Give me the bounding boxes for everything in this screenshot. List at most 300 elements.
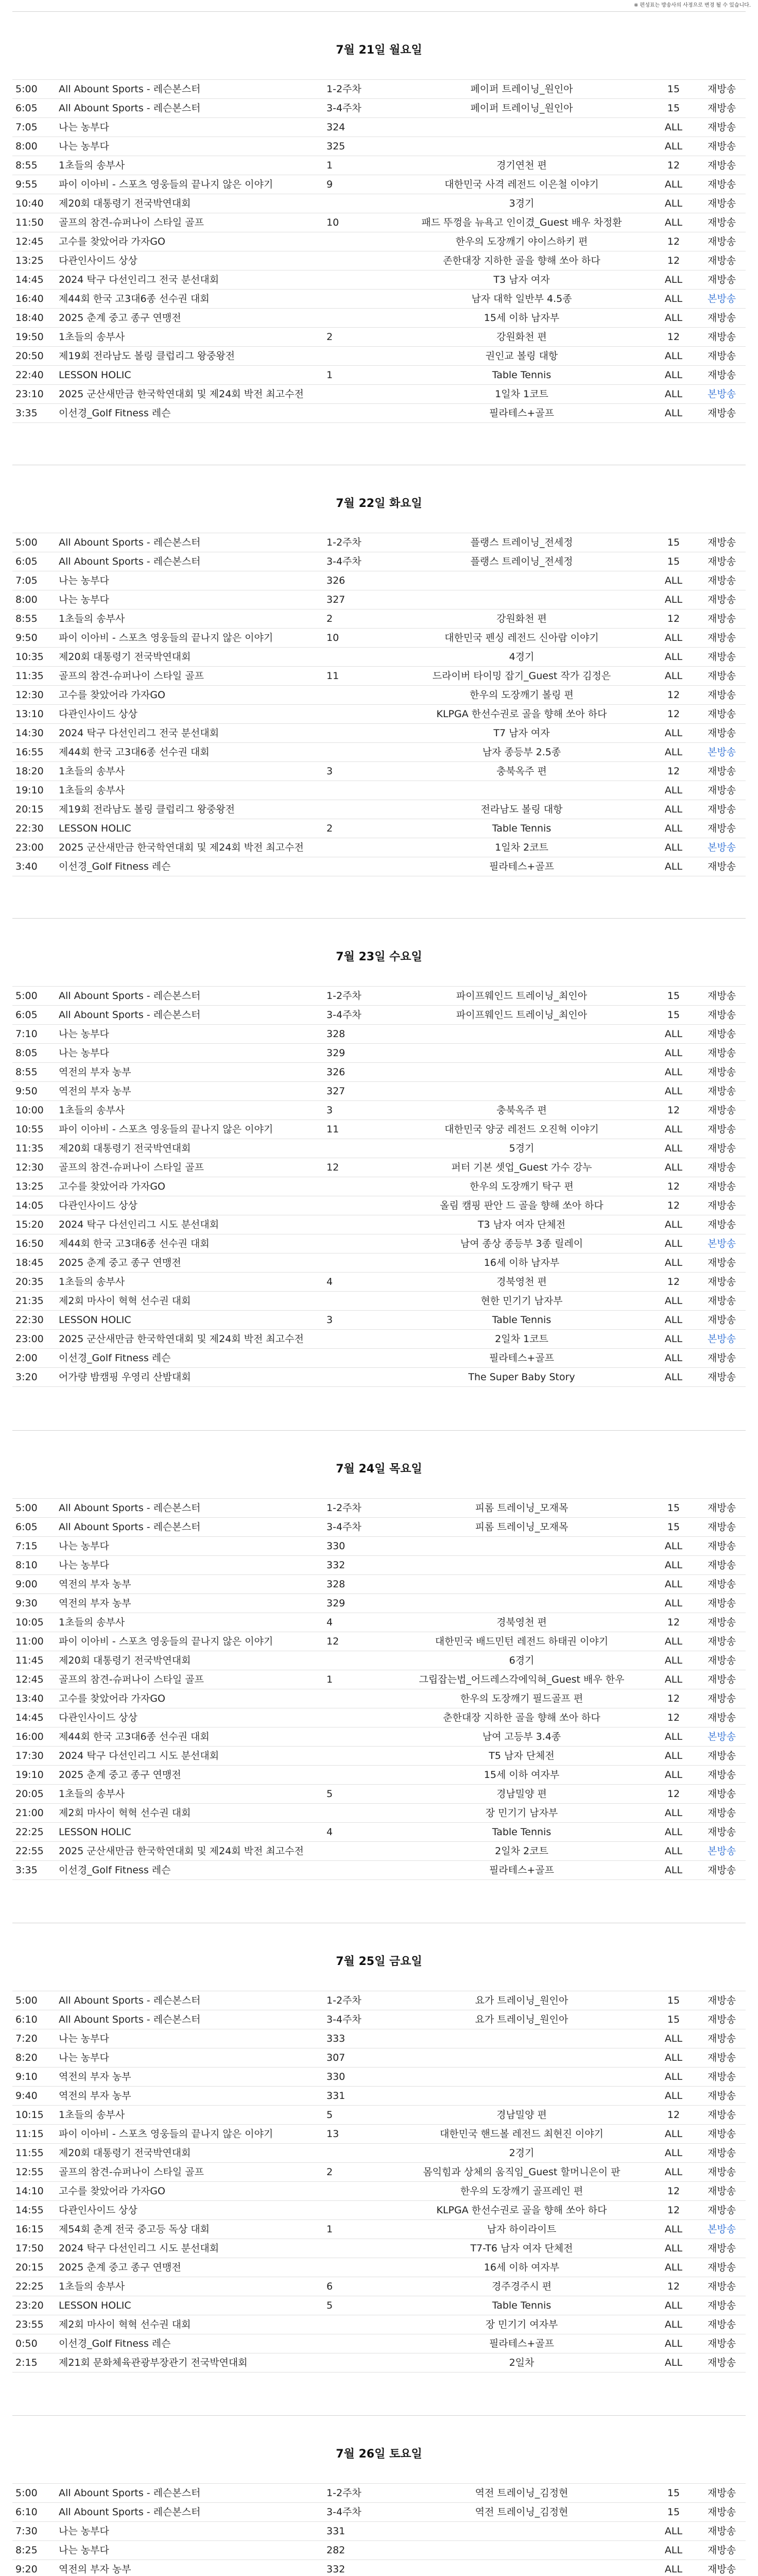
episode: 2 <box>323 609 401 629</box>
schedule-row <box>12 762 746 781</box>
air-time: 8:55 <box>12 156 56 175</box>
episode <box>323 1804 401 1823</box>
schedule-row <box>12 1311 746 1330</box>
broadcast-type: 재방송 <box>704 667 746 686</box>
program-title: 나는 농부다 <box>56 1556 323 1575</box>
subtitle: T3 남자 여자 <box>401 270 643 290</box>
age-rating: 12 <box>643 1196 704 1215</box>
broadcast-type: 재방송 <box>704 2560 746 2576</box>
air-time: 6:10 <box>12 2503 56 2522</box>
air-time: 11:35 <box>12 1139 56 1158</box>
age-rating: ALL <box>643 1063 704 1082</box>
episode: 1-2주차 <box>323 533 401 552</box>
program-title: 제44회 한국 고3대6종 선수권 대회 <box>56 743 323 762</box>
episode: 327 <box>323 590 401 609</box>
subtitle <box>401 2087 643 2106</box>
episode: 282 <box>323 2541 401 2560</box>
episode: 2 <box>323 328 401 347</box>
program-title: 1초들의 송부사 <box>56 1273 323 1292</box>
episode <box>323 385 401 404</box>
subtitle: 올림 캠핑 판안 드 골을 향해 쏘아 하다 <box>401 1196 643 1215</box>
broadcast-type: 재방송 <box>704 2125 746 2144</box>
age-rating: ALL <box>643 1537 704 1556</box>
air-time: 6:10 <box>12 2010 56 2029</box>
program-title: LESSON HOLIC <box>56 1311 323 1330</box>
subtitle <box>401 2067 643 2087</box>
program-title: 1초들의 송부사 <box>56 2277 323 2296</box>
episode: 330 <box>323 1537 401 1556</box>
subtitle: 16세 이하 여자부 <box>401 2258 643 2277</box>
program-title: 2025 군산새만금 한국학연대회 및 제24회 박전 최고수전 <box>56 1842 323 1861</box>
broadcast-type: 재방송 <box>704 1575 746 1594</box>
program-title: 어가량 밤캠핑 우영리 산밤대회 <box>56 1368 323 1387</box>
schedule-row <box>12 1842 746 1861</box>
schedule-row <box>12 2182 746 2201</box>
age-rating: 12 <box>643 705 704 724</box>
age-rating: 12 <box>643 1101 704 1120</box>
episode: 10 <box>323 213 401 232</box>
age-rating: ALL <box>643 1823 704 1842</box>
schedule-row <box>12 1139 746 1158</box>
subtitle: 남여 종상 종등부 3종 릴레이 <box>401 1234 643 1253</box>
air-time: 19:10 <box>12 1766 56 1785</box>
air-time: 10:40 <box>12 194 56 213</box>
episode: 1-2주차 <box>323 80 401 99</box>
subtitle: 15세 이하 여자부 <box>401 1766 643 1785</box>
subtitle: 한우의 도장깨기 탁구 편 <box>401 1177 643 1196</box>
air-time: 12:30 <box>12 686 56 705</box>
air-time: 7:30 <box>12 2522 56 2541</box>
age-rating: ALL <box>643 270 704 290</box>
program-title: 다관인사이드 상상 <box>56 705 323 724</box>
broadcast-type: 재방송 <box>704 800 746 819</box>
air-time: 14:10 <box>12 2182 56 2201</box>
age-rating: ALL <box>643 1766 704 1785</box>
air-time: 7:10 <box>12 1025 56 1044</box>
broadcast-type: 재방송 <box>704 1613 746 1632</box>
age-rating: ALL <box>643 404 704 423</box>
age-rating: ALL <box>643 1082 704 1101</box>
broadcast-type: 재방송 <box>704 1594 746 1613</box>
program-title: 다관인사이드 상상 <box>56 1196 323 1215</box>
program-title: 역전의 부자 농부 <box>56 1594 323 1613</box>
age-rating: ALL <box>643 629 704 648</box>
subtitle: T5 남자 단체전 <box>401 1747 643 1766</box>
air-time: 22:25 <box>12 1823 56 1842</box>
program-title: 2025 춘계 중고 종구 연맹전 <box>56 309 323 328</box>
schedule-table <box>12 1498 746 1880</box>
broadcast-type: 재방송 <box>704 270 746 290</box>
subtitle: 파이프웨인드 트레이닝_최인아 <box>401 987 643 1006</box>
subtitle: 경주경주시 편 <box>401 2277 643 2296</box>
age-rating: ALL <box>643 2353 704 2372</box>
program-title: 다관인사이드 상상 <box>56 251 323 270</box>
schedule-row <box>12 1120 746 1139</box>
schedule-table <box>12 2483 746 2576</box>
subtitle: 대한민국 양궁 레전드 오진혁 이야기 <box>401 1120 643 1139</box>
episode: 331 <box>323 2087 401 2106</box>
air-time: 14:30 <box>12 724 56 743</box>
schedule-row <box>12 404 746 423</box>
schedule-row <box>12 1689 746 1708</box>
broadcast-type: 재방송 <box>704 1499 746 1518</box>
age-rating: ALL <box>643 309 704 328</box>
schedule-row <box>12 1082 746 1101</box>
schedule-row <box>12 2029 746 2048</box>
subtitle: 대한민국 핸드볼 레전드 최현진 이야기 <box>401 2125 643 2144</box>
air-time: 16:50 <box>12 1234 56 1253</box>
program-title: 2024 탁구 다선인리그 전국 분선대회 <box>56 724 323 743</box>
episode: 307 <box>323 2048 401 2067</box>
subtitle <box>401 1575 643 1594</box>
air-time: 11:55 <box>12 2144 56 2163</box>
episode: 327 <box>323 1082 401 1101</box>
program-title: 이선경_Golf Fitness 레슨 <box>56 857 323 876</box>
subtitle: 강원화천 편 <box>401 609 643 629</box>
program-title: 이선경_Golf Fitness 레슨 <box>56 1861 323 1880</box>
air-time: 20:35 <box>12 1273 56 1292</box>
air-time: 22:40 <box>12 366 56 385</box>
subtitle <box>401 781 643 800</box>
schedule-row <box>12 838 746 857</box>
age-rating: ALL <box>643 1311 704 1330</box>
schedule-row <box>12 2010 746 2029</box>
age-rating: ALL <box>643 194 704 213</box>
age-rating: ALL <box>643 2087 704 2106</box>
broadcast-type: 재방송 <box>704 2484 746 2503</box>
day-section <box>12 918 746 1428</box>
air-time: 10:35 <box>12 648 56 667</box>
program-title: 다관인사이드 상상 <box>56 1708 323 1727</box>
episode: 1 <box>323 1670 401 1689</box>
program-title: 제19회 전라남도 볼링 클럽리그 왕중왕전 <box>56 800 323 819</box>
schedule-row <box>12 175 746 194</box>
schedule-row <box>12 1499 746 1518</box>
episode <box>323 404 401 423</box>
episode: 331 <box>323 2522 401 2541</box>
subtitle: 강원화천 편 <box>401 328 643 347</box>
episode: 12 <box>323 1158 401 1177</box>
age-rating: ALL <box>643 724 704 743</box>
broadcast-type: 재방송 <box>704 213 746 232</box>
program-title: 골프의 참견-슈퍼나이 스타일 골프 <box>56 2163 323 2182</box>
air-time: 16:40 <box>12 290 56 309</box>
age-rating: ALL <box>643 2315 704 2334</box>
subtitle: 역전 트레이닝_김정현 <box>401 2484 643 2503</box>
age-rating: 15 <box>643 80 704 99</box>
subtitle: KLPGA 한선수권로 골을 향해 쏘아 하다 <box>401 705 643 724</box>
air-time: 20:05 <box>12 1785 56 1804</box>
age-rating: ALL <box>643 347 704 366</box>
episode: 332 <box>323 1556 401 1575</box>
subtitle: 15세 이하 남자부 <box>401 309 643 328</box>
episode: 3-4주차 <box>323 2010 401 2029</box>
schedule-row <box>12 194 746 213</box>
broadcast-type: 재방송 <box>704 366 746 385</box>
age-rating: 15 <box>643 552 704 571</box>
age-rating: ALL <box>643 2163 704 2182</box>
subtitle: 2경기 <box>401 2144 643 2163</box>
program-title: LESSON HOLIC <box>56 366 323 385</box>
episode: 3-4주차 <box>323 1006 401 1025</box>
episode: 328 <box>323 1025 401 1044</box>
broadcast-type: 재방송 <box>704 819 746 838</box>
age-rating: 15 <box>643 2010 704 2029</box>
program-title: 나는 농부다 <box>56 2522 323 2541</box>
subtitle: 남자 대학 일반부 4.5종 <box>401 290 643 309</box>
age-rating: ALL <box>643 1139 704 1158</box>
air-time: 19:50 <box>12 328 56 347</box>
subtitle: 피롬 트레이닝_모재목 <box>401 1518 643 1537</box>
section-divider <box>12 1430 746 1431</box>
episode <box>323 1330 401 1349</box>
program-title: 제20회 대통령기 전국박연대회 <box>56 194 323 213</box>
age-rating: ALL <box>643 838 704 857</box>
schedule-row <box>12 648 746 667</box>
program-title: 이선경_Golf Fitness 레슨 <box>56 2334 323 2353</box>
schedule-row <box>12 1253 746 1273</box>
air-time: 20:15 <box>12 800 56 819</box>
program-title: LESSON HOLIC <box>56 1823 323 1842</box>
program-title: 파이 이아비 - 스포츠 영웅들의 끝나지 않은 이야기 <box>56 2125 323 2144</box>
episode <box>323 1727 401 1747</box>
air-time: 22:30 <box>12 1311 56 1330</box>
age-rating: ALL <box>643 2048 704 2067</box>
episode <box>323 2258 401 2277</box>
age-rating: ALL <box>643 1368 704 1387</box>
broadcast-type: 재방송 <box>704 705 746 724</box>
program-title: 2024 탁구 다선인리그 시도 분선대회 <box>56 1747 323 1766</box>
age-rating: ALL <box>643 1861 704 1880</box>
age-rating: ALL <box>643 2067 704 2087</box>
program-title: 제20회 대통령기 전국박연대회 <box>56 2144 323 2163</box>
air-time: 9:20 <box>12 2560 56 2576</box>
program-title: All Abount Sports - 레슨본스터 <box>56 533 323 552</box>
schedule-row <box>12 347 746 366</box>
episode <box>323 1766 401 1785</box>
schedule-row <box>12 2560 746 2576</box>
age-rating: ALL <box>643 2541 704 2560</box>
subtitle: 존한대장 지하한 골을 향해 쏘아 하다 <box>401 251 643 270</box>
episode: 11 <box>323 667 401 686</box>
subtitle <box>401 1594 643 1613</box>
program-title: LESSON HOLIC <box>56 819 323 838</box>
program-title: 제20회 대통령기 전국박연대회 <box>56 1139 323 1158</box>
schedule-table <box>12 1991 746 2372</box>
episode <box>323 648 401 667</box>
age-rating: 12 <box>643 2201 704 2220</box>
program-title: 1초들의 송부사 <box>56 1785 323 1804</box>
broadcast-type: 본방송 <box>704 385 746 404</box>
broadcast-type: 재방송 <box>704 2277 746 2296</box>
subtitle: 페이퍼 트레이닝_원인아 <box>401 80 643 99</box>
age-rating: 12 <box>643 1785 704 1804</box>
schedule-row <box>12 857 746 876</box>
air-time: 7:05 <box>12 571 56 590</box>
age-rating: 15 <box>643 1991 704 2010</box>
broadcast-type: 본방송 <box>704 1727 746 1747</box>
program-title: 제21회 문화체육관광부장관기 전국박연대회 <box>56 2353 323 2372</box>
program-title: 2024 탁구 다선인리그 전국 분선대회 <box>56 270 323 290</box>
subtitle: 필라테스+골프 <box>401 404 643 423</box>
episode <box>323 290 401 309</box>
program-title: 2025 군산새만금 한국학연대회 및 제24회 박전 최고수전 <box>56 385 323 404</box>
broadcast-type: 재방송 <box>704 1823 746 1842</box>
air-time: 9:50 <box>12 1082 56 1101</box>
air-time: 12:30 <box>12 1158 56 1177</box>
air-time: 2:00 <box>12 1349 56 1368</box>
subtitle: 충북옥주 편 <box>401 1101 643 1120</box>
age-rating: ALL <box>643 213 704 232</box>
air-time: 19:10 <box>12 781 56 800</box>
program-title: All Abount Sports - 레슨본스터 <box>56 2010 323 2029</box>
schedule-row <box>12 1708 746 1727</box>
broadcast-type: 재방송 <box>704 80 746 99</box>
schedule-row <box>12 2163 746 2182</box>
subtitle: 드라이버 타이밍 잡기_Guest 작가 김정은 <box>401 667 643 686</box>
program-title: 파이 이아비 - 스포츠 영웅들의 끝나지 않은 이야기 <box>56 1120 323 1139</box>
schedule-row <box>12 99 746 118</box>
episode <box>323 1708 401 1727</box>
episode: 3 <box>323 762 401 781</box>
broadcast-type: 재방송 <box>704 2144 746 2163</box>
episode: 6 <box>323 2277 401 2296</box>
broadcast-type: 재방송 <box>704 2541 746 2560</box>
schedule-row <box>12 2239 746 2258</box>
air-time: 9:40 <box>12 2087 56 2106</box>
schedule-row <box>12 1330 746 1349</box>
air-time: 16:55 <box>12 743 56 762</box>
subtitle: Table Tennis <box>401 366 643 385</box>
air-time: 18:45 <box>12 1253 56 1273</box>
schedule-row <box>12 1766 746 1785</box>
episode <box>323 194 401 213</box>
air-time: 7:05 <box>12 118 56 137</box>
air-time: 13:25 <box>12 251 56 270</box>
subtitle: 페이퍼 트레이닝_원인아 <box>401 99 643 118</box>
broadcast-type: 재방송 <box>704 99 746 118</box>
program-title: All Abount Sports - 레슨본스터 <box>56 2484 323 2503</box>
program-title: 파이 이아비 - 스포츠 영웅들의 끝나지 않은 이야기 <box>56 1632 323 1651</box>
subtitle <box>401 1063 643 1082</box>
schedule-row <box>12 1006 746 1025</box>
subtitle: 요가 트레이닝_원인아 <box>401 1991 643 2010</box>
broadcast-type: 재방송 <box>704 1177 746 1196</box>
program-title: All Abount Sports - 레슨본스터 <box>56 1991 323 2010</box>
age-rating: ALL <box>643 2296 704 2315</box>
program-title: 골프의 참견-슈퍼나이 스타일 골프 <box>56 667 323 686</box>
schedule-row <box>12 270 746 290</box>
subtitle <box>401 2541 643 2560</box>
subtitle: Table Tennis <box>401 1311 643 1330</box>
broadcast-type: 재방송 <box>704 533 746 552</box>
broadcast-type: 재방송 <box>704 2503 746 2522</box>
schedule-row <box>12 1063 746 1082</box>
subtitle: Table Tennis <box>401 1823 643 1842</box>
program-title: All Abount Sports - 레슨본스터 <box>56 1006 323 1025</box>
air-time: 14:05 <box>12 1196 56 1215</box>
age-rating: 12 <box>643 1613 704 1632</box>
program-title: 제20회 대통령기 전국박연대회 <box>56 648 323 667</box>
episode <box>323 1253 401 1273</box>
air-time: 8:55 <box>12 609 56 629</box>
subtitle <box>401 571 643 590</box>
episode: 1 <box>323 156 401 175</box>
air-time: 11:35 <box>12 667 56 686</box>
air-time: 20:50 <box>12 347 56 366</box>
air-time: 10:15 <box>12 2106 56 2125</box>
age-rating: 12 <box>643 2277 704 2296</box>
program-title: All Abount Sports - 레슨본스터 <box>56 99 323 118</box>
broadcast-type: 본방송 <box>704 1234 746 1253</box>
air-time: 18:40 <box>12 309 56 328</box>
broadcast-type: 재방송 <box>704 1991 746 2010</box>
schedule-row <box>12 118 746 137</box>
air-time: 5:00 <box>12 80 56 99</box>
age-rating: ALL <box>643 1804 704 1823</box>
schedule-row <box>12 609 746 629</box>
air-time: 8:25 <box>12 2541 56 2560</box>
schedule-row <box>12 1215 746 1234</box>
episode <box>323 1177 401 1196</box>
episode <box>323 1139 401 1158</box>
broadcast-type: 재방송 <box>704 2106 746 2125</box>
air-time: 9:10 <box>12 2067 56 2087</box>
age-rating: ALL <box>643 2029 704 2048</box>
air-time: 17:50 <box>12 2239 56 2258</box>
age-rating: ALL <box>643 2144 704 2163</box>
air-time: 15:20 <box>12 1215 56 1234</box>
broadcast-type: 재방송 <box>704 762 746 781</box>
program-title: 역전의 부자 농부 <box>56 2560 323 2576</box>
program-title: 골프의 참견-슈퍼나이 스타일 골프 <box>56 1158 323 1177</box>
program-title: 1초들의 송부사 <box>56 2106 323 2125</box>
subtitle: 필라테스+골프 <box>401 2334 643 2353</box>
program-title: 제54회 춘계 전국 중고등 독상 대회 <box>56 2220 323 2239</box>
program-title: 고수를 찾았어라 가자GO <box>56 232 323 251</box>
schedule-table <box>12 533 746 876</box>
age-rating: ALL <box>643 385 704 404</box>
schedule-row <box>12 1613 746 1632</box>
program-title: 나는 농부다 <box>56 2048 323 2067</box>
subtitle: 파이프웨인드 트레이닝_최인아 <box>401 1006 643 1025</box>
broadcast-type: 본방송 <box>704 290 746 309</box>
broadcast-type: 재방송 <box>704 2239 746 2258</box>
episode <box>323 1196 401 1215</box>
age-rating: ALL <box>643 1556 704 1575</box>
air-time: 5:00 <box>12 2484 56 2503</box>
schedule-row <box>12 1044 746 1063</box>
broadcast-type: 재방송 <box>704 2048 746 2067</box>
episode: 4 <box>323 1613 401 1632</box>
episode: 1-2주차 <box>323 987 401 1006</box>
air-time: 9:00 <box>12 1575 56 1594</box>
section-divider <box>12 918 746 919</box>
program-title: 나는 농부다 <box>56 1044 323 1063</box>
age-rating: 12 <box>643 328 704 347</box>
schedule-table <box>12 79 746 423</box>
air-time: 11:00 <box>12 1632 56 1651</box>
broadcast-type: 본방송 <box>704 1842 746 1861</box>
subtitle: 경기연천 편 <box>401 156 643 175</box>
age-rating: ALL <box>643 1120 704 1139</box>
age-rating: ALL <box>643 1044 704 1063</box>
broadcast-type: 재방송 <box>704 347 746 366</box>
program-title: 1초들의 송부사 <box>56 609 323 629</box>
schedule-row <box>12 80 746 99</box>
schedule-row <box>12 1368 746 1387</box>
broadcast-type: 재방송 <box>704 2522 746 2541</box>
